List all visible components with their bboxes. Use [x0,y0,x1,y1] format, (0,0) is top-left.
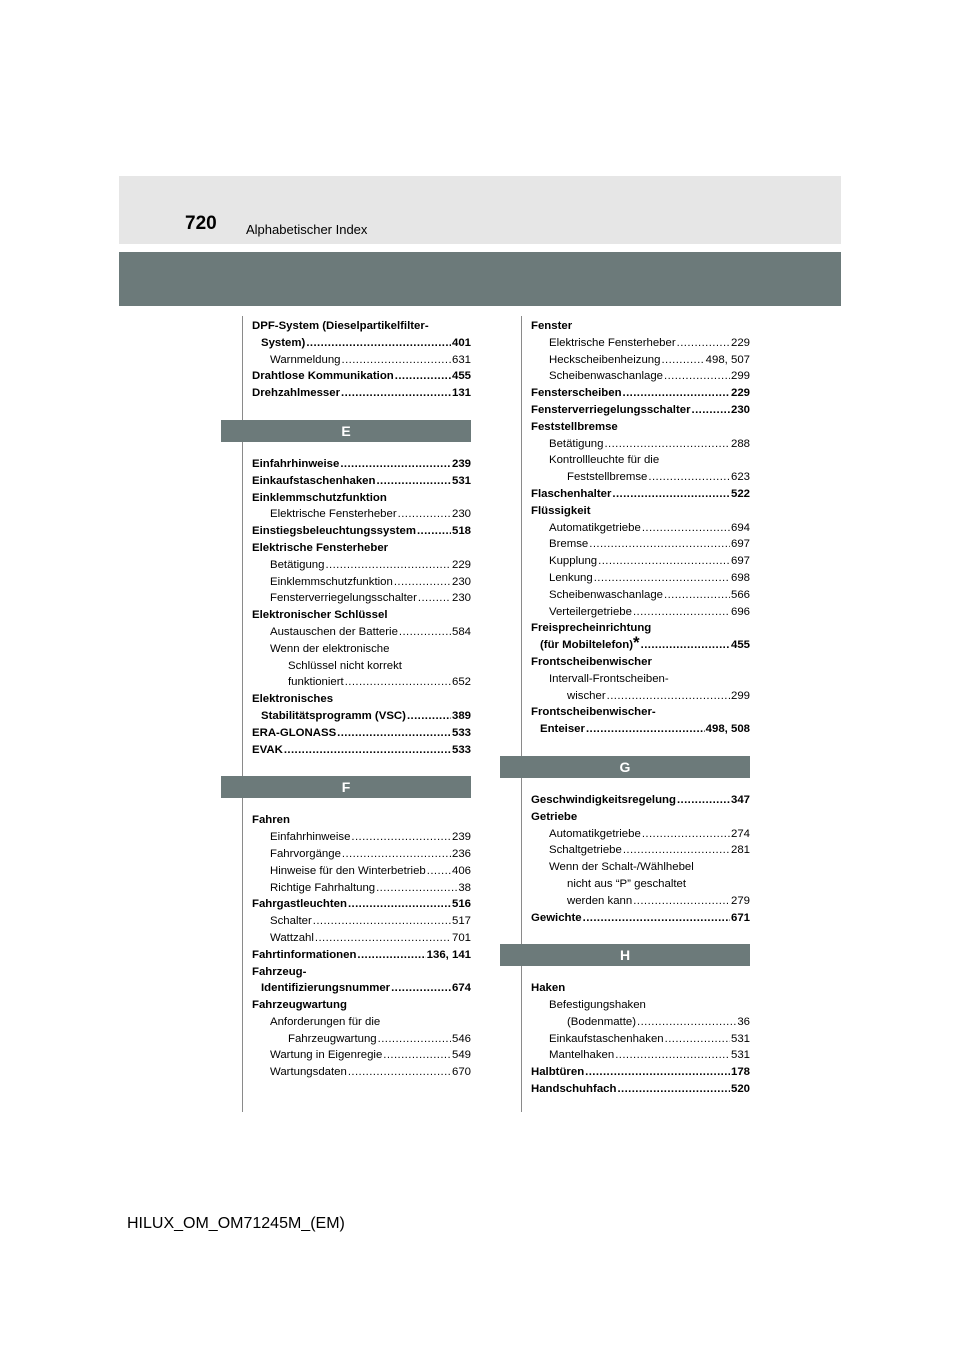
index-entry-term: Bremse [549,538,589,551]
index-entry-page[interactable]: 520 [730,1083,750,1096]
index-entry [252,896,471,913]
index-entry-page[interactable]: 230 [451,575,471,588]
index-entry-term: werden kann [567,894,633,907]
index-entry-term: Flaschenhalter [531,487,612,500]
index-entry-term: Lenkung [549,571,593,584]
index-entry [252,980,471,997]
index-entry [531,1014,750,1031]
index-entry-term: Flüssigkeit [531,504,591,517]
index-entry-term: Identifizierungsnummer [261,982,391,995]
index-entry [252,352,471,369]
letter-heading-f: F [221,776,471,798]
index-entry-page[interactable]: 178 [730,1066,750,1079]
index-entry [252,997,471,1014]
dot-leader [418,590,451,604]
index-entry [531,809,750,826]
index-entry-page[interactable]: 230 [730,403,750,416]
dot-leader [394,574,451,588]
index-entry-term: EVAK [252,743,283,756]
index-entry-term: Einstiegsbeleuchtungssystem [252,525,416,538]
index-entry [252,607,471,624]
dot-leader [585,1064,730,1078]
index-entry-term: Scheibenwaschanlage [549,370,663,383]
index-entry-page[interactable]: 531 [451,474,471,487]
index-entry-term: Wenn der elektronische [270,642,390,655]
dot-leader [376,473,451,487]
index-entry [252,1031,471,1048]
dot-leader [664,368,730,382]
dot-leader [692,402,730,416]
index-entry-term: Fahrzeug- [252,965,307,978]
index-entry [252,523,471,540]
index-entry [531,385,750,402]
index-entry [252,456,471,473]
index-entry-term: Wartung in Eigenregie [270,1049,383,1062]
index-entry-page[interactable]: 347 [730,793,750,806]
page-number: 720 [185,213,217,234]
index-entry [252,708,471,725]
index-entry-term: Kupplung [549,555,598,568]
index-entry [531,553,750,570]
index-entry-term: Stabilitätsprogramm (VSC) [261,709,406,722]
index-entry-term: (Bodenmatte) [567,1015,637,1028]
index-entry-term: Fensterverriegelungsschalter [531,403,691,416]
dot-leader [376,880,457,894]
index-entry-page[interactable]: 631 [451,353,471,366]
index-entry-term: Fahrtinformationen [252,948,357,961]
index-entry [531,893,750,910]
dot-leader [348,1064,451,1078]
index-entry-term: Halbtüren [531,1066,585,1079]
index-entry-page[interactable]: 279 [730,894,750,907]
index-entry-page[interactable]: 136, 141 [426,948,471,961]
index-entry-page[interactable]: 281 [730,844,750,857]
index-entry-term: Richtige Fahrhaltung [270,881,376,894]
dot-leader [594,570,730,584]
index-entry-term: System) [261,336,306,349]
index-entry-term: Fahren [252,814,290,827]
index-entry [252,540,471,557]
index-entry-term: Betätigung [549,437,604,450]
index-entry [531,318,750,335]
index-entry [531,520,750,537]
index-entry [252,490,471,507]
index-entry-page[interactable]: 531 [730,1032,750,1045]
dot-leader [677,335,730,349]
index-entry-page[interactable]: 670 [451,1066,471,1079]
dot-leader [378,1031,451,1045]
index-entry [531,688,750,705]
index-entry [252,590,471,607]
index-entry-term: Kontrollleuchte für die [549,454,660,467]
dot-leader [342,846,451,860]
index-entry [531,859,750,876]
dot-leader [612,486,730,500]
index-entry-page[interactable]: 694 [730,521,750,534]
index-entry [531,1047,750,1064]
index-entry [252,829,471,846]
dot-leader [633,893,730,907]
dot-leader [637,1014,736,1028]
dot-leader [399,624,451,638]
index-entry-page[interactable]: 498, 507 [705,353,750,366]
dot-leader [598,553,730,567]
dot-leader [306,335,451,349]
index-entry-page[interactable]: 498, 508 [705,723,750,736]
index-entry-page[interactable]: 697 [730,555,750,568]
dot-leader [398,506,451,520]
index-entry [531,704,750,721]
index-entry-page[interactable]: 584 [451,625,471,638]
index-entry [252,368,471,385]
index-entry-page[interactable]: 522 [730,487,750,500]
index-entry-page[interactable]: 549 [451,1049,471,1062]
index-entry-term: Austauschen der Batterie [270,625,398,638]
index-entry [252,913,471,930]
index-entry-page[interactable]: 230 [451,508,471,521]
index-entry [531,910,750,927]
dot-leader [337,725,451,739]
index-entry-term: Schaltgetriebe [549,844,622,857]
index-entry-term: Intervall-Frontscheiben- [549,672,669,685]
index-entry [531,335,750,352]
index-entry-term: Einkaufstaschenhaken [549,1032,664,1045]
index-entry [531,721,750,738]
index-entry-term: Scheibenwaschanlage [549,588,663,601]
index-group-e [252,456,471,758]
dot-leader [340,456,451,470]
header-band [119,176,841,244]
index-group-f [252,812,471,1081]
index-entry-page[interactable]: 229 [451,558,471,571]
index-entry [252,318,471,335]
index-entry [531,826,750,843]
index-entry-term: wischer [567,689,606,702]
index-entry-page[interactable]: 230 [451,592,471,605]
index-entry-page[interactable]: 671 [730,911,750,924]
index-entry [531,486,750,503]
index-group-d [252,318,471,402]
dot-leader [315,930,451,944]
dot-leader [351,829,451,843]
index-entry-page[interactable]: 229 [730,387,750,400]
index-entry [252,624,471,641]
dot-leader [313,913,451,927]
dot-leader [342,352,451,366]
index-entry [252,335,471,352]
index-entry-term: Frontscheibenwischer- [531,706,656,719]
index-entry [531,1064,750,1081]
index-entry-page[interactable]: 389 [451,709,471,722]
document-code: HILUX_OM_OM71245M_(EM) [127,1215,345,1232]
index-entry-page[interactable]: 531 [730,1049,750,1062]
index-entry-term: DPF-System (Dieselpartikelfilter- [252,320,429,332]
dot-leader [641,637,730,651]
index-entry [531,352,750,369]
index-entry-term: Betätigung [270,558,325,571]
index-entry-term: Freisprecheinrichtung [531,622,652,635]
dot-leader [623,385,730,399]
index-entry-term: Elektronisches [252,693,334,706]
index-entry [252,641,471,658]
index-entry-term: Elektronischer Schlüssel [252,609,388,622]
index-column-left [252,318,471,1099]
index-entry-term: Enteiser [540,723,585,736]
dot-leader [345,674,451,688]
index-entry [252,964,471,981]
index-entry [252,473,471,490]
index-group-h [531,980,750,1098]
index-entry-term: Fensterverriegelungsschalter [270,592,417,605]
index-entry-term: Geschwindigkeitsregelung [531,793,676,806]
index-entry-term: Schalter [270,915,312,928]
index-entry-page[interactable]: 274 [730,827,750,840]
letter-heading-h: H [500,944,750,966]
index-entry-term: Elektrische Fensterheber [549,336,676,349]
index-entry-page[interactable]: 239 [451,457,471,470]
dot-leader [617,1081,730,1095]
dot-leader [642,826,730,840]
index-entry [531,587,750,604]
index-entry [531,436,750,453]
index-entry [531,654,750,671]
dot-leader [395,368,451,382]
index-entry [252,1064,471,1081]
index-entry-page[interactable]: 518 [451,525,471,538]
index-entry [252,930,471,947]
dot-leader [325,557,451,571]
index-entry-term: Automatikgetriebe [549,521,641,534]
index-entry [531,503,750,520]
index-entry-term: Fahrvorgänge [270,847,341,860]
index-entry-term: Einfahrhinweise [270,831,351,844]
index-entry-term: ERA-GLONASS [252,726,337,739]
index-entry-page[interactable]: 239 [451,831,471,844]
index-entry-page[interactable]: 701 [451,931,471,944]
index-entry-term: Fahrzeugwartung [288,1032,377,1045]
dot-leader [284,742,451,756]
index-entry [531,536,750,553]
index-entry [531,452,750,469]
index-entry-term: Wenn der Schalt-/Wählhebel [549,861,694,874]
index-entry [531,604,750,621]
index-entry-term: Einkaufstaschenhaken [252,474,376,487]
index-entry-term: Getriebe [531,810,578,823]
index-entry [531,368,750,385]
index-entry [531,671,750,688]
index-entry [252,725,471,742]
index-entry-page[interactable]: 455 [730,639,750,652]
index-entry [252,506,471,523]
dot-leader [586,721,705,735]
index-entry-term: Feststellbremse [567,471,648,484]
index-group-g [531,792,750,926]
dot-leader [341,385,451,399]
index-entry-term: Einklemmschutzfunktion [270,575,393,588]
index-entry [252,1047,471,1064]
index-entry-term: Elektrische Fensterheber [270,508,397,521]
dot-leader [607,688,730,702]
index-entry [531,620,750,637]
index-entry-page[interactable]: 652 [451,676,471,689]
dot-leader [664,587,730,601]
index-entry-page[interactable]: 674 [451,982,471,995]
dot-leader [383,1047,451,1061]
index-entry [531,570,750,587]
dot-leader [642,520,730,534]
index-entry [252,947,471,964]
index-entry-term: Verteilergetriebe [549,605,632,618]
index-entry [252,658,471,675]
index-entry-term: Einklemmschutzfunktion [252,491,387,504]
index-entry [531,792,750,809]
index-entry-page[interactable]: 517 [451,915,471,928]
index-entry-term: Schlüssel nicht korrekt [288,659,402,672]
index-entry [531,997,750,1014]
index-entry-page[interactable]: 698 [730,571,750,584]
index-entry-page[interactable]: 236 [451,847,471,860]
index-entry-page[interactable]: 406 [451,864,471,877]
index-entry-page[interactable]: 533 [451,726,471,739]
index-entry-page[interactable]: 697 [730,538,750,551]
index-entry-term: Mantelhaken [549,1049,615,1062]
index-entry-page[interactable]: 131 [451,387,471,400]
index-entry-term: Feststellbremse [531,420,618,433]
index-entry-term: Drahtlose Kommunikation [252,370,394,383]
index-entry [252,691,471,708]
index-entry-term: Gewichte [531,911,582,924]
dot-leader [665,1031,730,1045]
index-entry-page[interactable]: 288 [730,437,750,450]
index-entry-term: Automatikgetriebe [549,827,641,840]
index-entry-page[interactable]: 401 [451,336,471,349]
dot-leader [417,523,451,537]
index-entry [252,674,471,691]
index-entry [531,842,750,859]
index-entry-term: Wartungsdaten [270,1066,347,1079]
index-group-f2 [531,318,750,738]
dot-leader [661,352,704,366]
index-entry-term: funktioniert [288,676,344,689]
dot-leader [348,896,451,910]
letter-heading-e: E [221,420,471,442]
index-entry-term: Wattzahl [270,931,314,944]
index-entry-page[interactable]: 455 [451,370,471,383]
index-entry [531,876,750,893]
index-entry [252,812,471,829]
dot-leader [391,980,451,994]
section-title: Alphabetischer Index [246,222,368,237]
index-entry-term: Warnmeldung [270,353,341,366]
index-entry-term: Drehzahlmesser [252,387,341,400]
index-entry-term: Fahrzeugwartung [252,999,347,1012]
index-entry-term: Einfahrhinweise [252,457,340,470]
dot-leader [427,863,451,877]
index-entry: (für Mobiltelefon) * ..... 455 [531,637,750,654]
right-column-rule [521,316,522,1112]
index-entry-term: Handschuhfach [531,1083,617,1096]
index-entry-term: Anforderungen für die [270,1015,381,1028]
index-entry-term: Fenster [531,320,573,332]
index-entry-term: Haken [531,982,566,995]
index-entry-page[interactable]: 299 [730,370,750,383]
dot-leader [623,842,730,856]
index-entry [252,880,471,897]
dot-leader [615,1047,730,1061]
dot-leader [589,536,730,550]
index-entry [531,402,750,419]
index-entry-term: Befestigungshaken [549,999,646,1012]
dot-leader [633,604,730,618]
index-entry-term: Hinweise für den Winterbetrieb [270,864,426,877]
index-entry-page[interactable]: 36 [737,1015,750,1028]
index-entry [252,385,471,402]
index-entry-page[interactable]: 566 [730,588,750,601]
index-entry-term: (für Mobiltelefon) [540,639,634,652]
index-entry-page[interactable]: 623 [730,471,750,484]
index-column-right [531,318,750,1116]
index-entry-term: Fensterscheiben [531,387,622,400]
index-entry [252,846,471,863]
index-entry-page[interactable]: 546 [451,1032,471,1045]
index-entry-term: Elektrische Fensterheber [252,541,389,554]
index-entry [531,469,750,486]
index-entry-term: Frontscheibenwischer [531,655,652,668]
dot-leader [648,469,730,483]
index-entry-page[interactable]: 38 [458,881,471,894]
index-entry-term: Fahrgastleuchten [252,898,347,911]
index-entry [252,1014,471,1031]
dot-leader [583,910,730,924]
index-entry [531,1031,750,1048]
header-dark-band [119,252,841,306]
dot-leader [407,708,451,722]
index-entry [252,557,471,574]
index-entry [531,980,750,997]
index-entry-term: nicht aus “P” geschaltet [567,877,687,890]
index-entry-page[interactable]: 299 [730,689,750,702]
letter-heading-g: G [500,756,750,778]
index-entry-page[interactable]: 696 [730,605,750,618]
dot-leader [357,947,425,961]
index-entry [252,574,471,591]
index-entry-page[interactable]: 516 [451,898,471,911]
index-entry [531,419,750,436]
index-entry-page[interactable]: 533 [451,743,471,756]
dot-leader [604,436,730,450]
index-entry [252,863,471,880]
index-entry-term: Heckscheibenheizung [549,353,661,366]
index-entry [252,742,471,759]
index-entry [531,1081,750,1098]
index-entry-page[interactable]: 229 [730,336,750,349]
dot-leader [677,792,730,806]
